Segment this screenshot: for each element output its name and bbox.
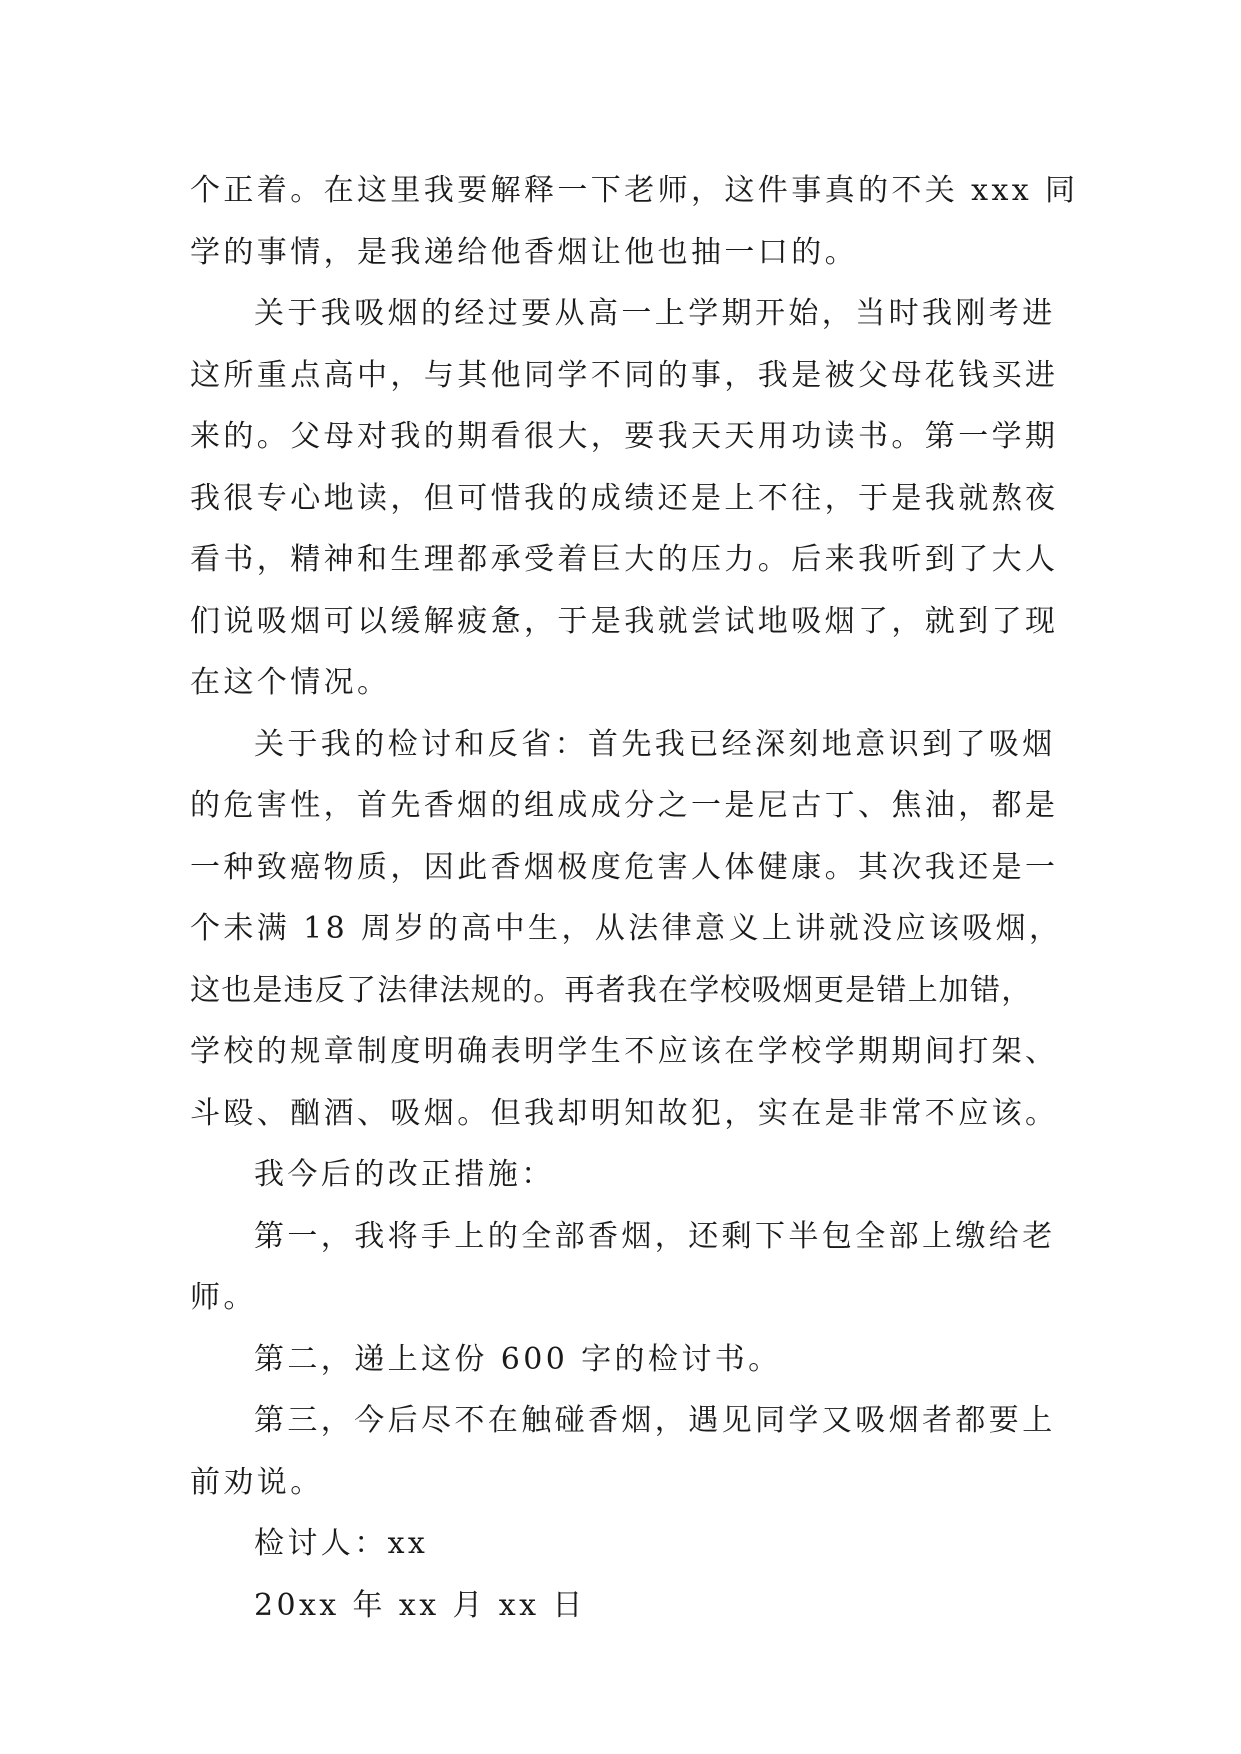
text-line: 个未满 18 周岁的高中生，从法律意义上讲就没应该吸烟， [190, 911, 1063, 946]
text-line: 我很专心地读，但可惜我的成绩还是上不往，于是我就熬夜 [190, 480, 1059, 516]
text-line: 斗殴、酗酒、吸烟。但我却明知故犯，实在是非常不应该。 [190, 1095, 1059, 1131]
text-line: 来的。父母对我的期看很大，要我天天用功读书。第一学期 [190, 419, 1059, 454]
text-line: 学校的规章制度明确表明学生不应该在学校学期期间打架、 [190, 1034, 1059, 1069]
text-line: 看书，精神和生理都承受着巨大的压力。后来我听到了大人 [190, 542, 1059, 577]
text-line: 这所重点高中，与其他同学不同的事，我是被父母花钱买进 [190, 357, 1059, 393]
text-line: 第一，我将手上的全部香烟，还剩下半包全部上缴给老 [254, 1218, 1056, 1254]
document-body [190, 160, 1079, 1636]
text-line: 在这个情况。 [190, 665, 391, 700]
text-line: 们说吸烟可以缓解疲惫，于是我就尝试地吸烟了，就到了现 [190, 603, 1059, 639]
text-line: 的危害性，首先香烟的组成成分之一是尼古丁、焦油，都是 [190, 788, 1059, 823]
text-line: 第二，递上这份 600 字的检讨书。 [254, 1341, 782, 1377]
text-line: 学的事情，是我递给他香烟让他也抽一口的。 [190, 234, 858, 270]
text-line: 关于我吸烟的经过要从高一上学期开始，当时我刚考进 [254, 296, 1056, 331]
text-line: 我今后的改正措施： [254, 1157, 555, 1192]
text-line: 20xx 年 xx 月 xx 日 [254, 1587, 586, 1623]
text-line: 一种致癌物质，因此香烟极度危害人体健康。其次我还是一 [190, 849, 1059, 885]
text-line: 关于我的检讨和反省：首先我已经深刻地意识到了吸烟 [254, 726, 1056, 762]
text-line: 前劝说。 [190, 1464, 324, 1500]
text-line: 师。 [190, 1280, 257, 1315]
text-line: 检讨人：xx [254, 1526, 429, 1561]
text-line: 这也是违反了法律法规的。再者我在学校吸烟更是错上加错， [190, 972, 1033, 1008]
text-line: 第三，今后尽不在触碰香烟，遇见同学又吸烟者都要上 [254, 1403, 1056, 1438]
text-line: 个正着。在这里我要解释一下老师，这件事真的不关 xxx 同 [190, 173, 1079, 208]
